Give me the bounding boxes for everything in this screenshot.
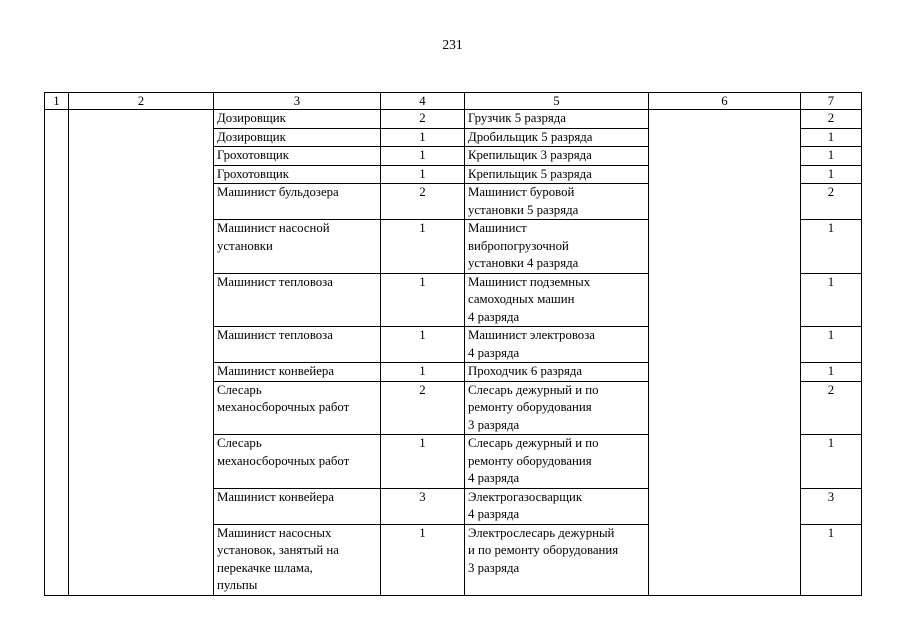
total-cell: 1 (801, 327, 862, 363)
count-cell: 2 (381, 110, 465, 129)
profession-cell: Машинист бульдозера (214, 184, 381, 220)
substitute-profession-cell: Слесарь дежурный и по ремонту оборудования 4 разряда (465, 435, 649, 489)
profession-cell: Слесарь механосборочных работ (214, 381, 381, 435)
substitute-profession-cell: Проходчик 6 разряда (465, 363, 649, 382)
profession-cell: Грохотовщик (214, 165, 381, 184)
col2-merged-cell (69, 110, 214, 596)
substitute-profession-cell: Грузчик 5 разряда (465, 110, 649, 129)
substitute-profession-cell: Электрослесарь дежурный и по ремонту оборудования 3 разряда (465, 524, 649, 595)
substitute-profession-cell: Машинист подземных самоходных машин 4 разряда (465, 273, 649, 327)
count-cell: 1 (381, 435, 465, 489)
count-cell: 1 (381, 147, 465, 166)
profession-cell: Машинист насосных установок, занятый на перекачке шлама, пульпы (214, 524, 381, 595)
profession-cell: Машинист тепловоза (214, 273, 381, 327)
profession-cell: Слесарь механосборочных работ (214, 435, 381, 489)
total-cell: 1 (801, 165, 862, 184)
total-cell: 1 (801, 128, 862, 147)
total-cell: 2 (801, 184, 862, 220)
column-number-header-row (45, 93, 862, 110)
count-cell: 3 (381, 488, 465, 524)
substitute-profession-cell: Крепильщик 5 разряда (465, 165, 649, 184)
substitute-profession-cell: Электрогазосварщик 4 разряда (465, 488, 649, 524)
count-cell: 1 (381, 524, 465, 595)
column-number-header: 4 (381, 93, 465, 110)
count-cell: 1 (381, 128, 465, 147)
table-body (45, 93, 862, 596)
profession-cell: Дозировщик (214, 128, 381, 147)
profession-cell: Машинист тепловоза (214, 327, 381, 363)
count-cell: 1 (381, 327, 465, 363)
profession-cell: Машинист конвейера (214, 363, 381, 382)
column-number-header: 7 (801, 93, 862, 110)
total-cell: 1 (801, 524, 862, 595)
substitute-profession-cell: Слесарь дежурный и по ремонту оборудования 3 разряда (465, 381, 649, 435)
total-cell: 1 (801, 435, 862, 489)
total-cell: 1 (801, 220, 862, 274)
profession-cell: Машинист насосной установки (214, 220, 381, 274)
column-number-header: 5 (465, 93, 649, 110)
total-cell: 1 (801, 273, 862, 327)
count-cell: 1 (381, 165, 465, 184)
substitute-profession-cell: Машинист электровоза 4 разряда (465, 327, 649, 363)
profession-cell: Грохотовщик (214, 147, 381, 166)
count-cell: 1 (381, 363, 465, 382)
total-cell: 2 (801, 381, 862, 435)
column-number-header: 1 (45, 93, 69, 110)
column-number-header: 6 (649, 93, 801, 110)
profession-cell: Дозировщик (214, 110, 381, 129)
total-cell: 3 (801, 488, 862, 524)
total-cell: 2 (801, 110, 862, 129)
total-cell: 1 (801, 147, 862, 166)
column-number-header: 2 (69, 93, 214, 110)
profession-cell: Машинист конвейера (214, 488, 381, 524)
substitute-profession-cell: Машинист буровой установки 5 разряда (465, 184, 649, 220)
count-cell: 1 (381, 273, 465, 327)
count-cell: 2 (381, 184, 465, 220)
table-row (45, 110, 862, 129)
substitute-profession-cell: Машинист вибропогрузочной установки 4 разряда (465, 220, 649, 274)
substitute-profession-cell: Дробильщик 5 разряда (465, 128, 649, 147)
column-number-header: 3 (214, 93, 381, 110)
page-number: 231 (442, 37, 463, 52)
count-cell: 1 (381, 220, 465, 274)
col6-merged-cell (649, 110, 801, 596)
staffing-table (44, 92, 862, 596)
col1-merged-cell (45, 110, 69, 596)
count-cell: 2 (381, 381, 465, 435)
substitute-profession-cell: Крепильщик 3 разряда (465, 147, 649, 166)
total-cell: 1 (801, 363, 862, 382)
